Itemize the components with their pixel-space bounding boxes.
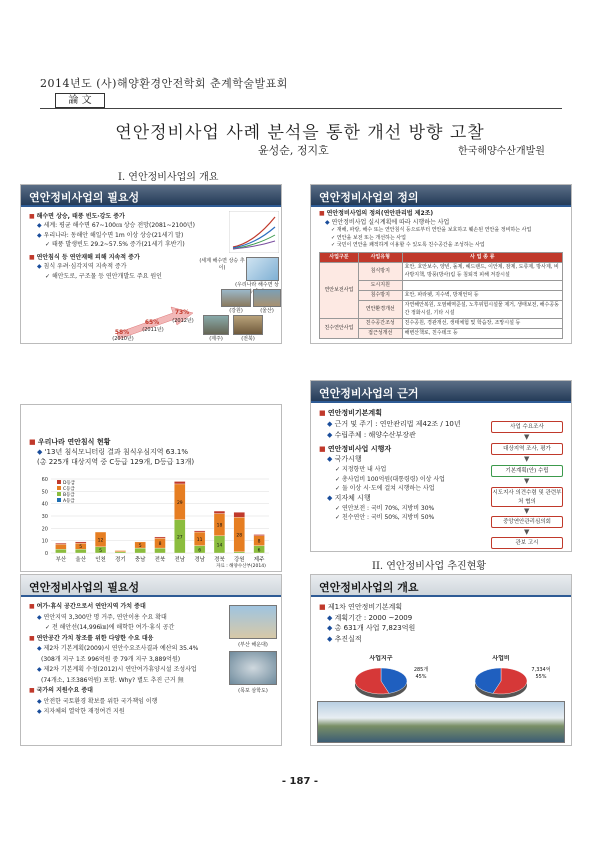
bullet: ✓ 태풍 발생빈도 29.2~57.5% 증가(21세기 후반기): [45, 240, 185, 248]
header-rule: [40, 108, 562, 109]
bullet-heading: ■ 연안정비기본계획: [319, 409, 382, 417]
bullet: ◆ '13년 침식모니터링 결과 침식우심지역 63.1%: [37, 448, 189, 457]
table-header: 사 업 종 류: [402, 253, 562, 263]
slide-overview: [310, 574, 572, 746]
bullet: ◆ 계획기간 : 2000 ~2009: [327, 613, 413, 622]
flow-step: 대상지역 조사, 평가: [491, 443, 563, 455]
paper-title: 연안정비사업 사례 분석을 통한 개선 방향 고찰: [115, 123, 485, 143]
bullet: ✓ 해안도로, 구조물 등 연안개발도 주요 원인: [45, 272, 162, 280]
map-image: [246, 257, 279, 281]
y-tick-label: 50: [41, 489, 48, 496]
x-tick-label: 강원: [233, 557, 245, 563]
bullet: ✓ 지정항만 내 사업: [335, 466, 387, 474]
bullet: ✓ 친수연안 : 국비 50%, 지방비 50%: [335, 514, 435, 522]
erosion-photo: [233, 315, 263, 335]
data-label: 14: [216, 543, 223, 549]
pct-2010: 58%: [114, 329, 130, 336]
table-cell: 친수공원, 경관개선, 생태체험 및 학습장, 조망시설 등: [402, 318, 562, 328]
legend-label: A등급: [63, 499, 75, 504]
table-cell: 호안, 호안보수, 양빈, 돌제, 헤드랜드, 이안제, 잠제, 도류제, 방사제, 비사방지책, 방풍(방사)림 등 침퇴적 피해 저감시설: [402, 263, 562, 281]
slide-title: 연안정비사업의 필요성: [21, 575, 281, 597]
pct-2011: 65%: [144, 319, 160, 326]
pie-label-pct: 55%: [535, 674, 547, 680]
y-tick-label: 60: [41, 477, 48, 483]
bullet: ✓ 연안을 보전 또는 개선하는 사업: [331, 234, 406, 241]
year-2012: (2012년): [172, 318, 194, 324]
y-tick-label: 40: [41, 501, 48, 508]
pie-label-pct: 45%: [415, 674, 427, 680]
erosion-photo: [253, 289, 281, 307]
x-tick-label: 전북: [154, 557, 166, 563]
table-cell: [402, 280, 562, 290]
bar-segment: [75, 542, 86, 543]
coast-aerial-photos: [317, 701, 565, 743]
year-2011: (2011년): [142, 327, 164, 333]
data-label: 27: [176, 535, 183, 541]
data-label: 6: [257, 548, 261, 554]
pie-title: 사업지구: [369, 655, 393, 662]
x-tick-label: 전남: [174, 557, 186, 563]
bar-segment: [115, 551, 126, 552]
table-group: 친수연안사업: [320, 318, 359, 339]
data-label: 8: [158, 542, 162, 548]
flow-arrow: ▼: [524, 528, 530, 536]
bullet: ◆ 안전한 국토환경 확보를 위한 국가책임 이행: [37, 697, 158, 705]
bullet-heading: ■ 해수면 상승, 태풍 빈도·강도 증가: [29, 213, 125, 220]
section-heading-1: I. 연안정비사업의 개요: [118, 172, 219, 183]
x-tick-label: 경북: [214, 557, 225, 563]
slide-necessity-2: [20, 574, 282, 746]
photo-caption: (제주): [209, 336, 223, 342]
bar-segment: [234, 512, 245, 517]
legend-swatch: [57, 492, 61, 496]
bullet: ◆ 세계: 평균 해수면 67~100㎝ 상승 전망(2081~2100년): [37, 222, 196, 230]
bullet: (308개 지구 1조 996억원 중 79개 지구 3,889억원): [41, 655, 181, 663]
pie-label: 285개: [413, 667, 429, 673]
photo-caption: (부산 해운대): [238, 642, 268, 648]
bar-segment: [194, 531, 205, 532]
x-tick-label: 제주: [253, 557, 265, 563]
slide-definition: [310, 184, 572, 344]
performance-pies: [321, 655, 565, 701]
map-caption: (우리나라 해수면 상: [235, 282, 279, 288]
table-group: 연안보전사업: [320, 263, 359, 319]
table-cell: 호안, 파라펫, 지수벽, 방재언덕 등: [402, 291, 562, 301]
bullet-heading: ■ 연안정비사업 시행자: [319, 444, 392, 453]
flow-step: 기본계획(안) 수립: [491, 465, 563, 477]
page-number: - 187 -: [281, 776, 319, 787]
erosion-photo: [221, 289, 251, 307]
conference-name: 2014년도 (사)해양환경안전학회 춘계학술발표회: [40, 77, 288, 90]
data-label: 18: [216, 523, 223, 529]
flow-step: 시도지사 의견수렴 및 관련부처 협의: [491, 487, 563, 507]
bullet: ✓ 둘 이상 시·도에 걸쳐 시행하는 사업: [335, 484, 435, 492]
slide-title: 연안정비사업의 필요성: [21, 185, 281, 207]
bullet: ✓ 총사업비 100억원(대통령령) 이상 사업: [335, 475, 445, 483]
x-tick-label: 충남: [134, 557, 146, 563]
bullet: ✓ 연안보전 : 국비 70%, 지방비 30%: [335, 504, 435, 512]
year-2010: (2010년): [112, 336, 134, 342]
beach-photo: [229, 605, 277, 639]
bullet-heading: ■ 연안침식 등 연안재해 피해 지속적 증가: [29, 254, 140, 262]
y-tick-label: 0: [44, 551, 48, 557]
bullet: ✓ 재해, 파랑, 해수 또는 연안침식 등으로부터 연안을 보호하고 훼손된 연안을 정비하는 사업: [331, 227, 532, 234]
slide-necessity-1: [20, 184, 282, 344]
bullet: ◆ 우리나라: 동해안 해일수면 1m 이상 상승(21세기 말): [37, 231, 184, 239]
x-tick-label: 경기: [115, 557, 126, 563]
project-type-table: [319, 252, 563, 339]
legend-swatch: [57, 480, 61, 484]
photo-caption: (울산): [260, 308, 274, 314]
x-tick-label: 부산: [55, 557, 67, 563]
bullet-heading: ■ 우리나라 연안침식 현황: [29, 438, 111, 446]
data-label: 5: [138, 543, 142, 549]
bullet: (74개소, 1조386억원) 포함. Why? 별도 추진 근거 無: [41, 676, 184, 684]
table-header: 사업구분: [320, 253, 359, 263]
erosion-grade-chart: [29, 475, 275, 567]
legend-swatch: [57, 498, 61, 502]
table-cell: 연안환경개선: [358, 301, 402, 319]
data-label: 11: [196, 537, 203, 543]
photo-caption: (전북): [241, 336, 255, 342]
bar-segment: [254, 535, 265, 536]
legend-label: D등급: [63, 481, 76, 486]
data-label: 5: [79, 545, 83, 551]
bullet: ◆ 지자체 시행: [327, 494, 371, 503]
data-label: 5: [99, 548, 102, 554]
bullet-heading: ■ 국가의 지원수요 증대: [29, 687, 93, 694]
bar-segment: [55, 544, 66, 549]
chart-source: 자료 : 해양수산부(2014): [216, 564, 266, 569]
bullet: ◆ 추진실적: [327, 634, 362, 643]
flow-arrow: ▼: [524, 507, 530, 515]
legend-label: B등급: [63, 493, 75, 498]
bullet-heading: ■ 여가·휴식 공간으로서 연안지역 가치 증대: [29, 603, 146, 610]
bullet-heading: ■ 연안공간 가치 창조를 위한 다양한 수요 대응: [29, 634, 154, 642]
bullet: ◆ 제2차 기본계획(2009)시 연안수요조사결과 예산의 35.4%: [37, 645, 199, 652]
bullet: ◆ 연안지역 3,300만 명 거주, 연안이용 수요 확대: [37, 613, 167, 621]
bullet-heading: ■ 제1차 연안정비기본계획: [319, 603, 403, 611]
paper-type-tag: 論 文: [55, 93, 105, 108]
flow-arrow: ▼: [524, 433, 530, 441]
bullet: ◆ 침식 우려·심각지역 지속적 증가: [37, 263, 127, 271]
flow-arrow: ▼: [524, 477, 530, 485]
bullet: ◆ 국가시행: [327, 455, 362, 464]
bullet: ◆ 지자체의 열악한 재정여건 지원: [37, 708, 125, 715]
bar-segment: [115, 552, 126, 553]
bar-segment: [234, 552, 245, 553]
x-tick-label: 울산: [75, 557, 87, 563]
slide-title: 연안정비사업의 정의: [311, 185, 571, 207]
flow-step: 중앙연안관리심의회: [491, 516, 563, 528]
bar-segment: [55, 543, 66, 544]
bullet: ◆ 수립주체 : 해양수산부장관: [327, 430, 416, 439]
table-cell: 친수공간조성: [358, 318, 402, 328]
photo-caption: (강원): [229, 308, 243, 314]
sea-level-chart: [229, 211, 279, 253]
bullet: ✓ 국민이 연안을 쾌적하게 이용할 수 있도록 친수공간을 조성하는 사업: [331, 241, 485, 248]
data-label: 12: [97, 538, 104, 544]
slide-title: 연안정비사업의 개요: [311, 575, 571, 597]
y-tick-label: 10: [41, 538, 48, 545]
flow-arrow: ▼: [524, 455, 530, 463]
affiliation: 한국해양수산개발원: [458, 146, 545, 157]
table-cell: 침식방지: [358, 263, 402, 281]
flow-step: 관보 고시: [491, 537, 563, 549]
slide-erosion-status: [20, 404, 282, 572]
chart-caption: (세계 해수면 상승 추이): [199, 258, 245, 271]
bullet: ◆ 연안정비사업 실시계획에 따라 시행하는 사업: [325, 218, 450, 226]
legend-label: C등급: [63, 487, 75, 492]
erosion-photo: [203, 315, 229, 335]
pct-2012: 73%: [174, 309, 190, 316]
pie-label: 7,334억: [531, 667, 551, 673]
legend-swatch: [57, 486, 61, 490]
bar-segment: [155, 537, 166, 538]
x-tick-label: 경남: [194, 557, 205, 563]
bar-segment: [214, 511, 225, 513]
bullet: ◆ 근거 및 주기 : 연안관리법 제42조 / 10년: [327, 419, 461, 428]
table-cell: 도시지원: [358, 280, 402, 290]
data-label: 28: [236, 533, 243, 539]
flow-step: 사업 수요조사: [491, 421, 563, 433]
bar-segment: [155, 548, 166, 553]
table-cell: 해변산책로, 친수테크 등: [402, 329, 562, 339]
data-label: 8: [257, 539, 261, 545]
photo-caption: (목포 삼학도): [238, 688, 268, 694]
authors: 윤성순, 정지호: [258, 144, 329, 157]
y-tick-label: 20: [41, 526, 48, 533]
bullet: (총 225개 대상지역 중 C등급 129개, D등급 13개): [37, 458, 195, 467]
bar-segment: [174, 481, 185, 483]
slide-title: 연안정비사업의 근거: [311, 381, 571, 403]
y-tick-label: 30: [41, 514, 48, 520]
bullet: ✓ 전 해안선(14,996㎞)에 해학한 여가·휴식 공간: [45, 624, 175, 631]
section-heading-2: II. 연안정비사업 추진현황: [372, 561, 487, 572]
data-label: 6: [198, 548, 202, 554]
table-cell: 자연해안복원, 오염해역준설, 노후위험시설물 제거, 생태보전, 해수공동간 정화시설, 기타 시설: [402, 301, 562, 319]
bullet: ◆ 제2차 기본계획 수정(2012)시 연안여가휴양시설 조성사업: [37, 666, 197, 673]
x-tick-label: 인천: [95, 557, 106, 563]
bar-segment: [55, 549, 66, 553]
bullet: ◆ 총 631개 사업 7,823억원: [327, 624, 416, 632]
pie-title: 사업비: [492, 655, 510, 662]
table-cell: 침수방지: [358, 291, 402, 301]
park-photo: [229, 651, 277, 685]
bullet-heading: ■ 연안정비사업의 정의(연안관리법 제2조): [319, 210, 434, 217]
data-label: 29: [176, 500, 183, 506]
table-header: 사업유형: [358, 253, 402, 263]
slide-legal-basis: [310, 380, 572, 552]
table-cell: 접근성개선: [358, 329, 402, 339]
